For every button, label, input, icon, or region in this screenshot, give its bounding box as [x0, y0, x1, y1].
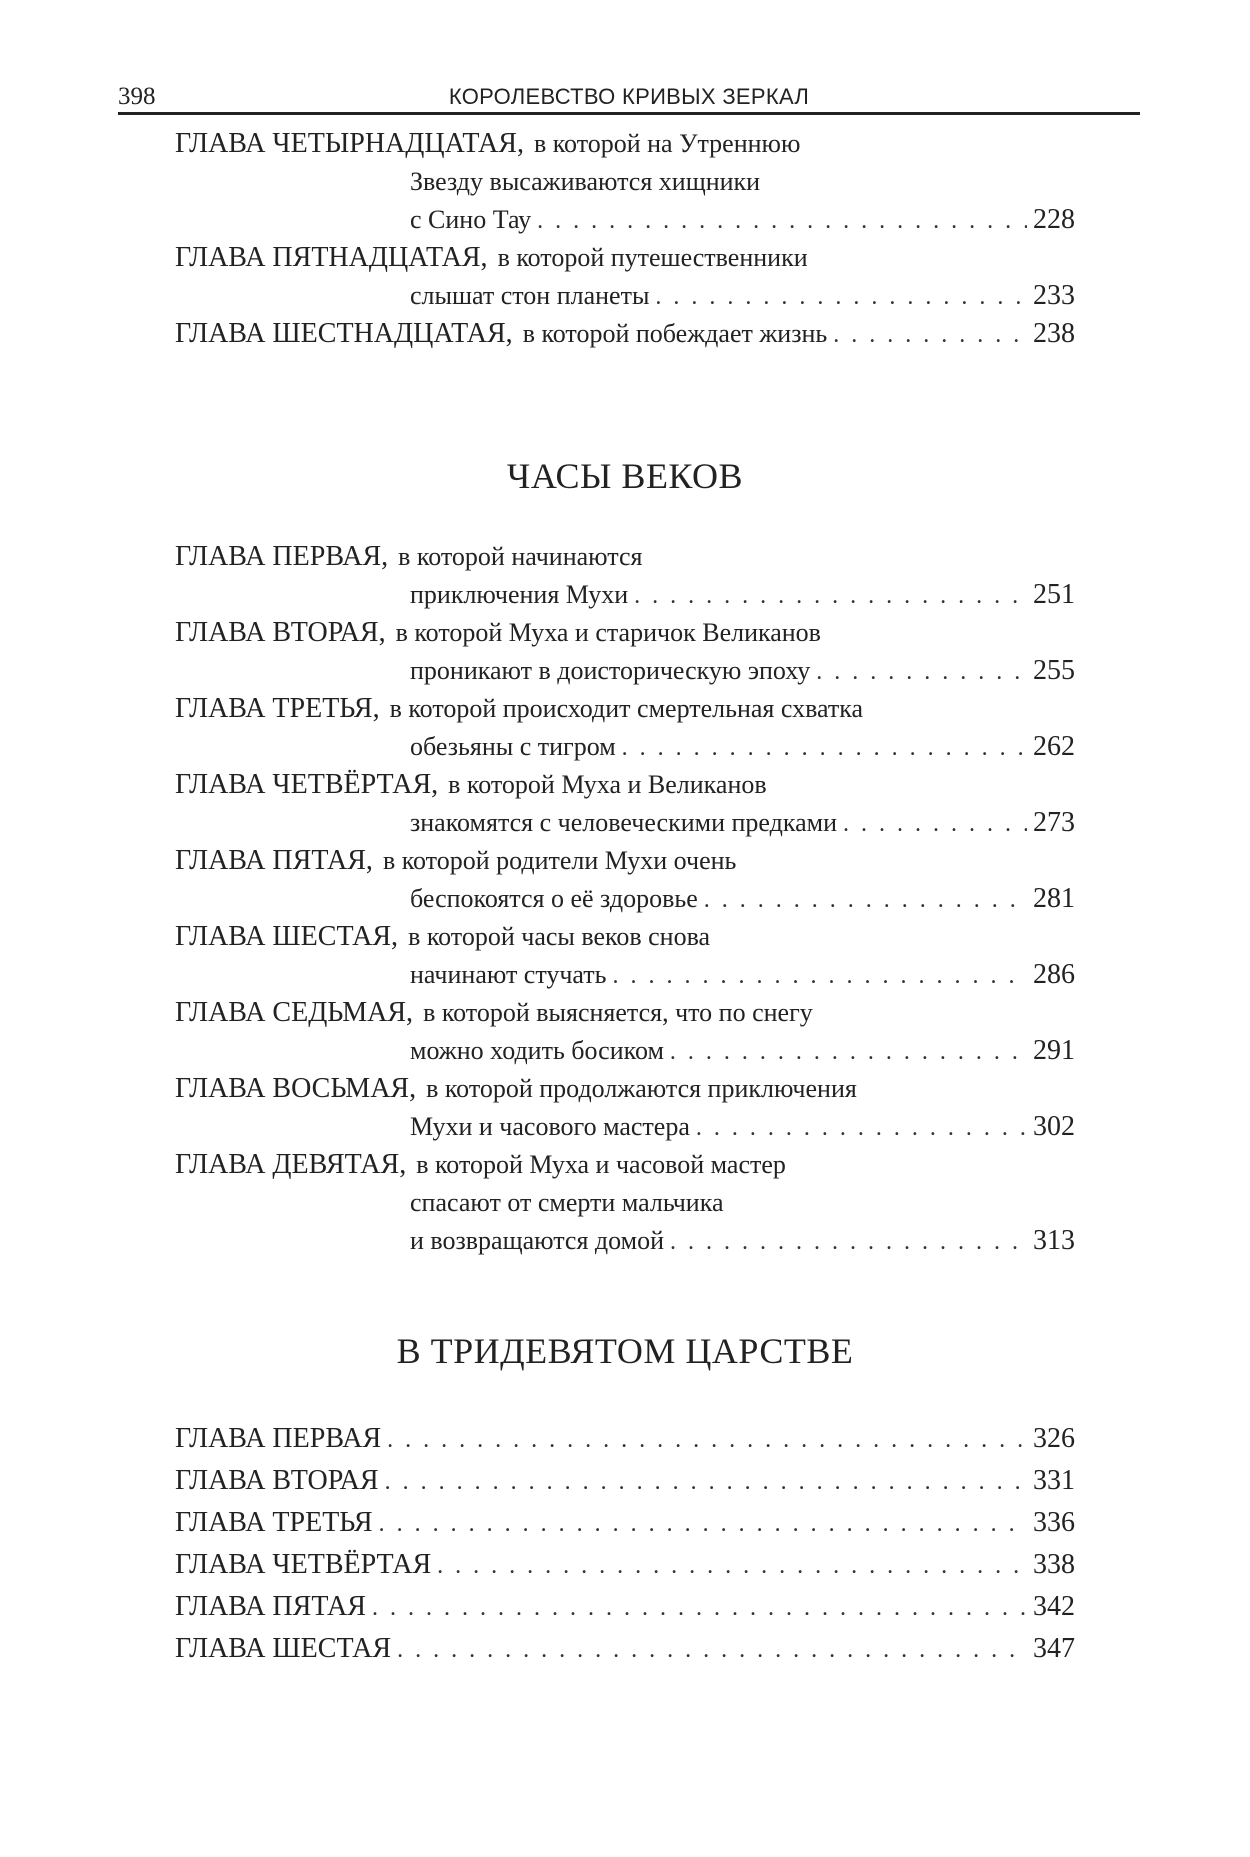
toc-entry-chapter-6 [175, 918, 1075, 994]
toc-entry-chapter-2 [175, 614, 1075, 690]
chapter-subtitle: в которой выясняется, что по снегу [423, 998, 813, 1027]
chapter-heading: ГЛАВА ПЕРВАЯ, [175, 541, 389, 572]
chapter-subtitle: в которой часы веков снова [408, 922, 711, 951]
page-ref: 313 [1033, 1225, 1075, 1256]
chapter-subtitle: в которой на Утреннюю [533, 129, 801, 158]
page-ref: 342 [1033, 1591, 1075, 1622]
chapter-subtitle: в которой продолжаются приключения [426, 1074, 857, 1103]
toc-section-continued [175, 125, 1075, 353]
chapter-subtitle: знакомятся с человеческими предками [410, 808, 837, 837]
page-ref: 255 [1033, 655, 1075, 686]
chapter-heading: ГЛАВА ШЕСТНАДЦАТАЯ, [175, 318, 513, 349]
running-title: КОРОЛЕВСТВО КРИВЫХ ЗЕРКАЛ [448, 84, 810, 109]
chapter-subtitle: в которой Муха и старичок Великанов [395, 618, 821, 647]
running-head [118, 82, 1140, 115]
toc-entry-chapter-4 [175, 1544, 1075, 1586]
page-ref: 331 [1033, 1465, 1075, 1496]
toc-entry-chapter-8 [175, 1070, 1075, 1146]
toc-section-v-tridevyatom-tsarstve [175, 1418, 1075, 1670]
dot-leader [397, 1629, 1027, 1671]
chapter-heading: ГЛАВА ДЕВЯТАЯ, [175, 1149, 407, 1180]
chapter-heading: ГЛАВА ПЯТНАДЦАТАЯ, [175, 242, 488, 273]
chapter-subtitle: в которой начинаются [398, 542, 643, 571]
chapter-subtitle: в которой Муха и Великанов [448, 770, 767, 799]
chapter-heading: ГЛАВА ВТОРАЯ [175, 1465, 379, 1496]
chapter-heading: ГЛАВА ВТОРАЯ, [175, 617, 386, 648]
page-ref: 281 [1033, 883, 1075, 914]
chapter-subtitle: с Сино Тау [410, 205, 532, 234]
toc-entry-chapter-14 [175, 125, 1075, 239]
dot-leader [704, 881, 1027, 919]
page-number: 398 [118, 83, 156, 110]
toc-entry-chapter-9 [175, 1146, 1075, 1260]
toc-entry-chapter-1 [175, 538, 1075, 614]
chapter-subtitle: можно ходить босиком [410, 1036, 664, 1065]
dot-leader [816, 653, 1027, 691]
toc-entry-chapter-6 [175, 1628, 1075, 1670]
dot-leader [537, 202, 1027, 240]
page-ref: 233 [1033, 280, 1075, 311]
page-ref: 336 [1033, 1507, 1075, 1538]
dot-leader [696, 1109, 1027, 1147]
toc-entry-chapter-5 [175, 842, 1075, 918]
toc-entry-chapter-16 [175, 315, 1075, 353]
page-ref: 326 [1033, 1423, 1075, 1454]
toc-section-chasy-vekov [175, 538, 1075, 1260]
page-ref: 251 [1033, 579, 1075, 610]
page-ref: 291 [1033, 1035, 1075, 1066]
page-ref: 273 [1033, 807, 1075, 838]
dot-leader [613, 957, 1027, 995]
chapter-heading: ГЛАВА СЕДЬМАЯ, [175, 997, 414, 1028]
dot-leader [387, 1419, 1027, 1461]
dot-leader [670, 1033, 1027, 1071]
chapter-subtitle: в которой Муха и часовой мастер [416, 1150, 786, 1179]
page-ref: 338 [1033, 1549, 1075, 1580]
toc-entry-chapter-2 [175, 1460, 1075, 1502]
toc-entry-chapter-15 [175, 239, 1075, 315]
dot-leader [385, 1461, 1027, 1503]
toc-entry-chapter-3 [175, 690, 1075, 766]
chapter-heading: ГЛАВА ТРЕТЬЯ [175, 1507, 373, 1538]
toc-entry-chapter-1 [175, 1418, 1075, 1460]
page-ref: 347 [1033, 1633, 1075, 1664]
chapter-subtitle: слышат стон планеты [410, 281, 650, 310]
toc-entry-chapter-3 [175, 1502, 1075, 1544]
dot-leader [843, 805, 1027, 843]
dot-leader [655, 278, 1027, 316]
chapter-heading: ГЛАВА ШЕСТАЯ, [175, 921, 399, 952]
dot-leader [372, 1587, 1027, 1629]
page-ref: 262 [1033, 731, 1075, 762]
chapter-heading: ГЛАВА ЧЕТВЁРТАЯ, [175, 769, 439, 800]
dot-leader [833, 316, 1027, 354]
chapter-subtitle: спасают от смерти мальчика [410, 1188, 724, 1217]
chapter-heading: ГЛАВА ВОСЬМАЯ, [175, 1073, 417, 1104]
chapter-subtitle: в которой побеждает жизнь [522, 319, 828, 348]
section-title-v-tridevyatom-tsarstve: В ТРИДЕВЯТОМ ЦАРСТВЕ [396, 1331, 854, 1371]
chapter-subtitle: и возвращаются домой [410, 1226, 665, 1255]
chapter-heading: ГЛАВА ПЯТАЯ [175, 1591, 366, 1622]
dot-leader [670, 1223, 1027, 1261]
section-title-chasy-vekov: ЧАСЫ ВЕКОВ [506, 456, 744, 496]
dot-leader [622, 729, 1027, 767]
chapter-heading: ГЛАВА ПЕРВАЯ [175, 1423, 382, 1454]
page-ref: 238 [1033, 318, 1075, 349]
chapter-heading: ГЛАВА ТРЕТЬЯ, [175, 693, 380, 724]
toc-entry-chapter-5 [175, 1586, 1075, 1628]
page-ref: 286 [1033, 959, 1075, 990]
chapter-heading: ГЛАВА ЧЕТВЁРТАЯ [175, 1549, 432, 1580]
chapter-subtitle: проникают в доисторическую эпоху [410, 656, 811, 685]
chapter-heading: ГЛАВА ШЕСТАЯ [175, 1633, 392, 1664]
chapter-subtitle: в которой родители Мухи очень [382, 846, 737, 875]
toc-entry-chapter-4 [175, 766, 1075, 842]
page-ref: 228 [1033, 204, 1075, 235]
dot-leader [634, 577, 1027, 615]
dot-leader [379, 1503, 1027, 1545]
chapter-subtitle: обезьяны с тигром [410, 732, 616, 761]
dot-leader [437, 1545, 1027, 1587]
chapter-subtitle: беспокоятся о её здоровье [410, 884, 698, 913]
chapter-subtitle: начинают стучать [410, 960, 607, 989]
chapter-subtitle: Мухи и часового мастера [410, 1112, 690, 1141]
chapter-subtitle: приключения Мухи [410, 580, 629, 609]
chapter-heading: ГЛАВА ЧЕТЫРНАДЦАТАЯ, [175, 128, 524, 159]
chapter-subtitle: в которой происходит смертельная схватка [389, 694, 864, 723]
page-ref: 302 [1033, 1111, 1075, 1142]
chapter-subtitle: в которой путешественники [497, 243, 808, 272]
chapter-heading: ГЛАВА ПЯТАЯ, [175, 845, 373, 876]
toc-entry-chapter-7 [175, 994, 1075, 1070]
chapter-subtitle: Звезду высаживаются хищники [410, 167, 761, 196]
